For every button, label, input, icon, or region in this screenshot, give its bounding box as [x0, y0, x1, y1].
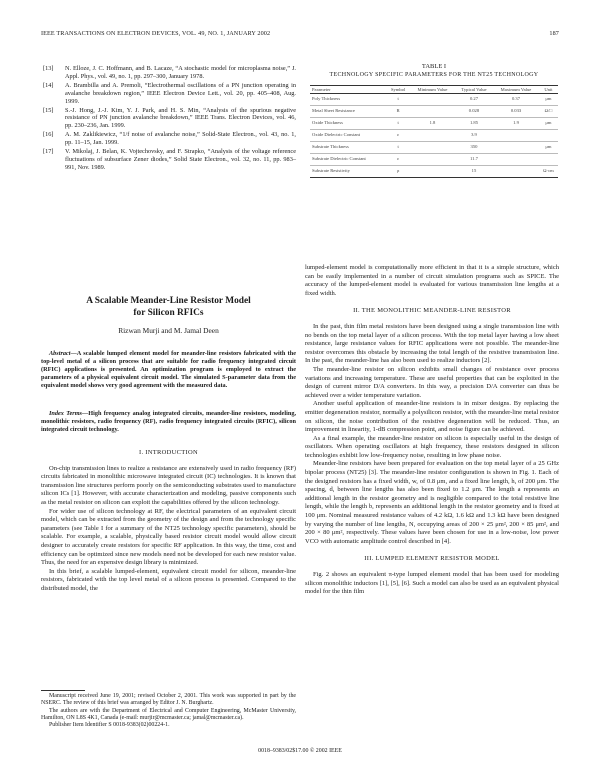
article-header — [41, 296, 296, 335]
paragraph: Fig. 2 shows an equivalent π-type lumped element model that has been used for modeling silicon monolithic inductors [1], [5], [6]. Such a model can also be used as an equivalent physical model for the thin film — [305, 571, 559, 596]
table-cell — [410, 153, 455, 165]
table-cell — [539, 129, 558, 141]
paragraph: In the past, thin film metal resistors have been designed using a single transmission line with no bends on the top metal layer of a silicon process. With the top metal layer having a low sheet resistance, large resistance values for RFIC applications were not possible. The meander-line resistor overcomes this obstacle by increasing the total length of the resistive transmission line. In the past, the meander-line has also been used to realize inductors [2]. — [305, 322, 559, 365]
left-column-body — [41, 449, 296, 594]
reference-text: N. Elloze, J. C. Hoffmann, and B. Lacaze, “A stochastic model for microplasma noise,” J. Appl. Phys., vol. 49, no. 1, pp. 297–300, January 1978. — [65, 65, 296, 80]
table-cell: Oxide Dielectric Constant — [310, 129, 386, 141]
table-cell: 1.85 — [455, 117, 493, 129]
table-header-cell: Symbol — [386, 86, 410, 94]
footnote-text: The authors are with the Department of Electrical and Computer Engineering, McMaster University, Hamilton, ON L8S 4K1, Canada (e-mail: murjir@mcmaster.ca; jamal@mcmaster.ca). — [41, 707, 296, 721]
table-cell: 1.8 — [410, 117, 455, 129]
table-header-cell: Minimum Value — [410, 86, 455, 94]
index-terms — [41, 410, 296, 434]
table-cell: 15 — [455, 165, 493, 177]
footnote-text: Manuscript received June 19, 2001; revised October 2, 2001. This work was supported in part by the NSERC. The review of this brief was arranged by Editor J. N. Burghartz. — [41, 693, 296, 707]
title-line: A Scalable Meander-Line Resistor Model — [86, 296, 251, 306]
reference-item — [41, 131, 296, 147]
abstract-label: Abstract— — [49, 350, 77, 357]
table-cell: 0.27 — [455, 94, 493, 106]
table-cell — [539, 153, 558, 165]
table-cell: t — [386, 141, 410, 153]
table-cell: Substrate Resistivity — [310, 165, 386, 177]
table-cell — [493, 129, 539, 141]
abstract — [41, 350, 296, 390]
table-row — [310, 105, 558, 117]
table-label: TABLE I — [421, 63, 447, 70]
table-cell: 0.37 — [493, 94, 539, 106]
reference-item — [41, 148, 296, 172]
running-head — [41, 30, 559, 40]
page-number: 187 — [549, 30, 559, 37]
table-row — [310, 94, 558, 106]
table-cell: Poly Thickness — [310, 94, 386, 106]
table-header-cell: Unit — [539, 86, 558, 94]
reference-number: [15] — [43, 106, 54, 114]
table-cell: Ω·cm — [539, 165, 558, 177]
table-cell: μm — [539, 141, 558, 153]
paragraph: Meander-line resistors have been prepared for evaluation on the top metal layer of a 25 GHz bipolar process (NT25) [3]. The meander-line resistor configuration is shown in Fig. 1. Each of the designed resistors has a fixed width, w, of 0.8 μm, and a fixed line length, h, of 200 μm. The spacing, d, between line lengths has also been fixed to 1.2 μm. The length a represents an additional length in the resistor geometry and is negligible compared to the total resistive line length, while the length b, represents an additional length in the resistor geometry and is fixed at 100 μm. Nominal measured resistance values of 4.2 kΩ, 1.6 kΩ and 1.3 kΩ have been designed by varying the number of line lengths, N, occupying areas of 200 × 25 μm², 200 × 85 μm², and 200 × 80 μm², respectively. These values have been chosen for use in a low-noise, low power VCO with automatic amplitude control described in [4]. — [305, 460, 559, 545]
reference-number: [17] — [43, 148, 54, 156]
table-cell: 350 — [455, 141, 493, 153]
table-cell: Ω/□ — [539, 105, 558, 117]
parameter-table-block — [310, 63, 558, 178]
table-cell — [410, 129, 455, 141]
footnote-text: Publisher Item Identifier S 0018-9383(02)00224-1. — [49, 722, 170, 729]
table-cell: 0.028 — [455, 105, 493, 117]
reference-text: S.-J. Hong, J.-J. Kim, Y. J. Park, and H. S. Min, “Analysis of the spurious negative resistance of PN junction avalanche breakdown,” IEEE Trans. Electron Devices, vol. 46, pp. 230–236, Jan. 1999. — [65, 106, 296, 130]
journal-header: IEEE TRANSACTIONS ON ELECTRON DEVICES, VOL. 49, NO. 1, JANUARY 2002 — [41, 30, 271, 37]
table-row — [310, 165, 558, 177]
article-title — [41, 296, 296, 319]
table-cell — [493, 153, 539, 165]
section-heading: II. THE MONOLITHIC MEANDER-LINE RESISTOR — [353, 307, 511, 315]
reference-number: [16] — [43, 131, 54, 139]
reference-text: V. Mikolaj, J. Belan, K. Vojtechovsky, and F. Strapko, “Analysis of the voltage reference fluctuations of subsurface Zener diodes,” Solid State Electron., vol. 32, no. 11, pp. 983–991, Nov. 1989. — [65, 148, 296, 171]
table-cell: ε — [386, 153, 410, 165]
table-row — [310, 141, 558, 153]
reference-item — [41, 65, 296, 81]
copyright-line: 0018–9383/02$17.00 © 2002 IEEE — [258, 748, 342, 754]
footnote-rule — [41, 690, 85, 691]
index-terms-label: Index Terms— — [49, 410, 89, 417]
table-cell: μm — [539, 117, 558, 129]
table-header-row — [310, 86, 558, 94]
table-row — [310, 117, 558, 129]
table-cell: R — [386, 105, 410, 117]
footnote — [41, 690, 296, 729]
table-cell: Metal Sheet Resistance — [310, 105, 386, 117]
reference-number: [14] — [43, 81, 54, 89]
table-cell: 3.9 — [455, 129, 493, 141]
table-cell — [410, 94, 455, 106]
table-header-cell: Typical Value — [455, 86, 493, 94]
reference-text: A. Brambilla and A. Premoli, “Electrothermal oscillations of a PN junction operating in avalanche breakdown region,” IEEE Electron Device Lett., vol. 20, pp. 405–408, Aug. 1999. — [65, 81, 296, 105]
section-heading: III. LUMPED ELEMENT RESISTOR MODEL — [364, 555, 500, 563]
table-cell: 1.9 — [493, 117, 539, 129]
reference-list — [41, 65, 296, 173]
paragraph: For wider use of silicon technology at RF, the electrical parameters of an equivalent circuit model, which can be extracted from the geometry of the design and from the technology specific parameters (see Table I for a summary of the NT25 technology specific parameters), should be scalable. For example, a scalable, physically based resistor circuit model would allow circuit designer to accurately create resistors for specific RF application. In this way, the time, cost and efficiency can be optimized since new models need not be developed for each new resistor value. Thus, the need for an expensive design library is minimized. — [41, 507, 296, 567]
reference-text: A. M. Zaklikiewicz, “1/f noise of avalanche noise,” Solid-State Electron., vol. 43, no. 1, pp. 11–15, Jan. 1999. — [65, 131, 296, 147]
table-cell — [410, 165, 455, 177]
table-cell: Substrate Dielectric Constant — [310, 153, 386, 165]
author-line: Rizwan Murji and M. Jamal Deen — [118, 326, 219, 335]
table-cell — [410, 105, 455, 117]
table-cell: 0.033 — [493, 105, 539, 117]
table-header-cell: Parameter — [310, 86, 386, 94]
paragraph: lumped-element model is computationally more efficient in that it is a simple structure, which can be easily implemented in a number of circuit simulation programs such as SPICE. The accuracy of the lumped-element model is evaluated for various transmission line lengths at a fixed width. — [305, 264, 559, 297]
table-cell: 11.7 — [455, 153, 493, 165]
table-row — [310, 129, 558, 141]
table-cell: ε — [386, 129, 410, 141]
title-line: for Silicon RFICs — [133, 307, 204, 318]
reference-item — [41, 82, 296, 106]
table-cell: t — [386, 117, 410, 129]
table-header-cell: Maximum Value — [493, 86, 539, 94]
section-heading: I. INTRODUCTION — [138, 449, 199, 456]
table-cell: ρ — [386, 165, 410, 177]
table-cell: Oxide Thickness — [310, 117, 386, 129]
paragraph: The meander-line resistor on silicon exhibits small changes of resistance over process variations and increasing temperature. These are useful properties that can be exploited in the design of current mirror D/A converters. In this way, a precision D/A converter can thus be achieved over a wider temperature variation. — [305, 365, 559, 399]
table-cell: μm — [539, 94, 558, 106]
index-terms-text: High frequency analog integrated circuits, meander-line resistors, modeling, monolithic resistors, radio frequency (RF), radio frequency integrated circuits (RFIC), silicon integrated circuit technology. — [41, 410, 297, 433]
reference-number: [13] — [43, 65, 54, 72]
table-row — [310, 153, 558, 165]
paragraph: On-chip transmission lines to realize a resistance are extensively used in radio frequency (RF) circuits fabricated in monolithic microwave integrated circuit (IC) technologies. It is known that transmission line structures perform poorly on the semiconducting substrates used to manufacture silicon ICs [1]. However, with accurate characterization and modeling, passive components such as the metal resistor on silicon can exploit the capabilities offered by the silicon technology. — [41, 464, 296, 506]
table-cell: Substrate Thickness — [310, 141, 386, 153]
paragraph: In this brief, a scalable lumped-element, equivalent circuit model for silicon, meander-line resistors, fabricated with the top level metal of a silicon process is presented. Compared to the distributed model, the — [41, 567, 296, 592]
paragraph: Another useful application of meander-line resistors is in mixer designs. By replacing the emitter degeneration resistor, normally a polysilicon resistor, with the meander-line metal resistor on silicon, the noise contribution of the resistive degeneration will be reduced. Thus, an improvement in linearity, 1-dB compression point, and noise figure can be achieved. — [305, 400, 559, 434]
paragraph: As a final example, the meander-line resistor on silicon is especially useful in the design of oscillators. When operating oscillators at high frequency, these resistors designed in silicon technologies exhibit low low-frequency noise, resulting in low phase noise. — [305, 434, 559, 459]
reference-item — [41, 107, 296, 131]
table-cell — [410, 141, 455, 153]
table-cell — [493, 141, 539, 153]
abstract-text: A scalable lumped element model for meander-line resistors fabricated with the top-level metal of a silicon process that are suitable for radio frequency integrated circuit (RFIC) applications is presented. An optimization program is employed to extract the parameters of a physical equivalent circuit model. The simulated S-parameter data from the equivalent model shows very good agreement with the measured data. — [41, 350, 296, 389]
table-cell: t — [386, 94, 410, 106]
parameter-table — [310, 85, 558, 178]
table-cell — [493, 165, 539, 177]
table-caption: TECHNOLOGY SPECIFIC PARAMETERS FOR THE NT25 TECHNOLOGY — [329, 72, 539, 78]
right-column-body — [305, 264, 559, 597]
